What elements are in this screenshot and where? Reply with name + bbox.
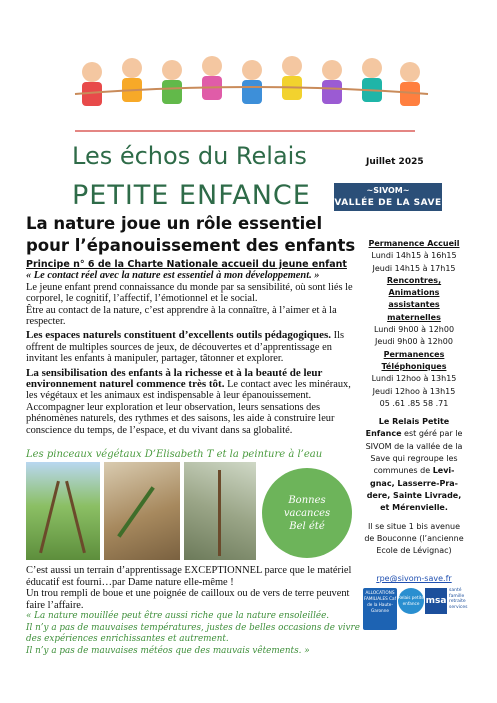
relais-description — [364, 416, 464, 514]
contact-email-link[interactable]: rpe@sivom-save.fr — [376, 574, 452, 583]
relais-name: Le Relais Petite Enfance — [365, 417, 450, 439]
sivom-logo-tagline: VALLÉE DE LA SAVE — [334, 198, 442, 208]
photo-vegetal-brush — [184, 462, 256, 560]
quote-line-2: Il n’y a pas de mauvaises températures, justes de belles occasions de vivre des expériences enrichissantes et autrement. — [26, 622, 360, 645]
meetings-monday: Lundi 9h00 à 12h00 — [373, 325, 455, 335]
closing-paragraphs — [26, 565, 371, 611]
article-headline: La nature joue un rôle essentiel pour l’épanouissement des enfants — [26, 214, 356, 255]
paragraph-3-text: Ils offrent de multiples sources de jeux, de découvertes et d’apprentissage en invitant les enfants à manipuler, partager, tâtonner et explorer. — [26, 330, 345, 365]
caf-logo: ALLOCATIONS FAMILIALES Caf de la Haute-Garonne — [363, 588, 397, 630]
closing-quote — [26, 611, 376, 657]
photo-garden-tipi — [26, 462, 100, 560]
paragraph-4 — [26, 368, 361, 436]
quote-line-3: Il n’y a pas de mauvaises météos que des mauvais vêtements. » — [26, 645, 310, 656]
photos-caption: Les pinceaux végétaux D’Elisabeth T et la peinture à l’eau — [26, 449, 323, 460]
article-body — [26, 259, 361, 436]
paragraph-4-text: Le contact avec les minéraux, les végétaux et les animaux est indispensable à leur épanouissement. Accompagner leur exploration et leur observation, leurs sensations des phénomènes naturels, des rythmes et des saisons, les aide à construire leur conscience du temps, de l’espace, et du vivant dans sa globalité. — [26, 379, 351, 436]
paragraph-3-lead: Les espaces naturels constituent d’excellents outils pédagogiques. — [26, 329, 332, 342]
phone-hours-thursday: Jeudi 12hoo à 13h15 — [372, 386, 456, 396]
bubble-line-3: Bel été — [289, 520, 325, 532]
paragraph-2: Être au contact de la nature, c’est apprendre à la connaître, à l’aimer et à la respecter. — [26, 304, 337, 328]
sidebar-info — [364, 238, 464, 557]
sivom-logo-name: ~SIVOM~ — [366, 186, 410, 195]
holiday-wishes-bubble — [262, 468, 352, 558]
phone-number: 05 .61 .85 58 .71 — [379, 398, 449, 408]
paragraph-5: C’est aussi un terrain d’apprentissage EXCEPTIONNEL parce que le matériel éducatif est fourni…par Dame nature elle-même ! — [26, 565, 352, 588]
newsletter-title: Les échos du Relais — [72, 142, 307, 170]
meetings-title: Rencontres, Animations assistantes maternelles — [386, 275, 442, 322]
paragraph-1: Le jeune enfant prend connaissance du monde par sa sensibilité, où sont liés le corporel, le cognitif, l’affectif, l’émotionnel et le social. — [26, 281, 353, 305]
paragraph-6: Un trou rempli de boue et une poignée de cailloux ou de vers de terre peuvent faire l’affaire. — [26, 588, 350, 611]
phone-hours-monday: Lundi 12hoo à 13h15 — [371, 374, 457, 384]
child-figures — [75, 56, 428, 106]
relais-address: Il se situe 1 bis avenue de Bouconne (l’ancienne Ecole de Lévignac) — [364, 521, 464, 556]
relais-text: est géré par le SIVOM de la vallée de la Save qui regroupe les communes de — [365, 429, 463, 476]
paragraph-3 — [26, 330, 361, 364]
children-banner-illustration — [70, 50, 430, 128]
relais-communes: Levi-gnac, Lasserre-Pra-dere, Sainte Livrade, et Mérenvielle. — [366, 466, 462, 513]
reception-hours-monday: Lundi 14h15 à 16h15 — [371, 251, 457, 261]
reception-hours-title: Permanence Accueil — [368, 239, 460, 248]
relais-petite-enfance-logo: Relais petite enfance — [398, 588, 424, 614]
newsletter-subtitle: PETITE ENFANCE — [72, 180, 311, 211]
issue-date: Juillet 2025 — [366, 157, 424, 167]
bubble-line-1: Bonnes — [288, 494, 326, 506]
phone-hours-subtitle: Téléphoniques — [381, 361, 447, 371]
charter-principle: Principe n° 6 de la Charte Nationale accueil du jeune enfant — [26, 259, 347, 270]
photo-water-painting — [104, 462, 180, 560]
sivom-logo — [334, 183, 442, 211]
charter-quote: « Le contact réel avec la nature est essentiel à mon développement. » — [26, 270, 320, 282]
meetings-thursday: Jeudi 9h00 à 12h00 — [375, 337, 453, 347]
reception-hours-thursday: Jeudi 14h15 à 17h15 — [372, 263, 456, 273]
header-divider — [75, 130, 415, 132]
paragraph-4-lead: La sensibilisation des enfants à la richesse et à la beauté de leur environnement naturel commence très tôt. — [26, 366, 323, 391]
quote-line-1: « La nature mouillée peut être aussi riche que la nature ensoleillée. — [26, 611, 330, 621]
phone-hours-title: Permanences — [383, 349, 445, 359]
bubble-line-2: vacances — [283, 507, 331, 519]
msa-logo-tagline: santé famille retraite services — [449, 588, 468, 610]
msa-logo: msa — [425, 588, 447, 614]
